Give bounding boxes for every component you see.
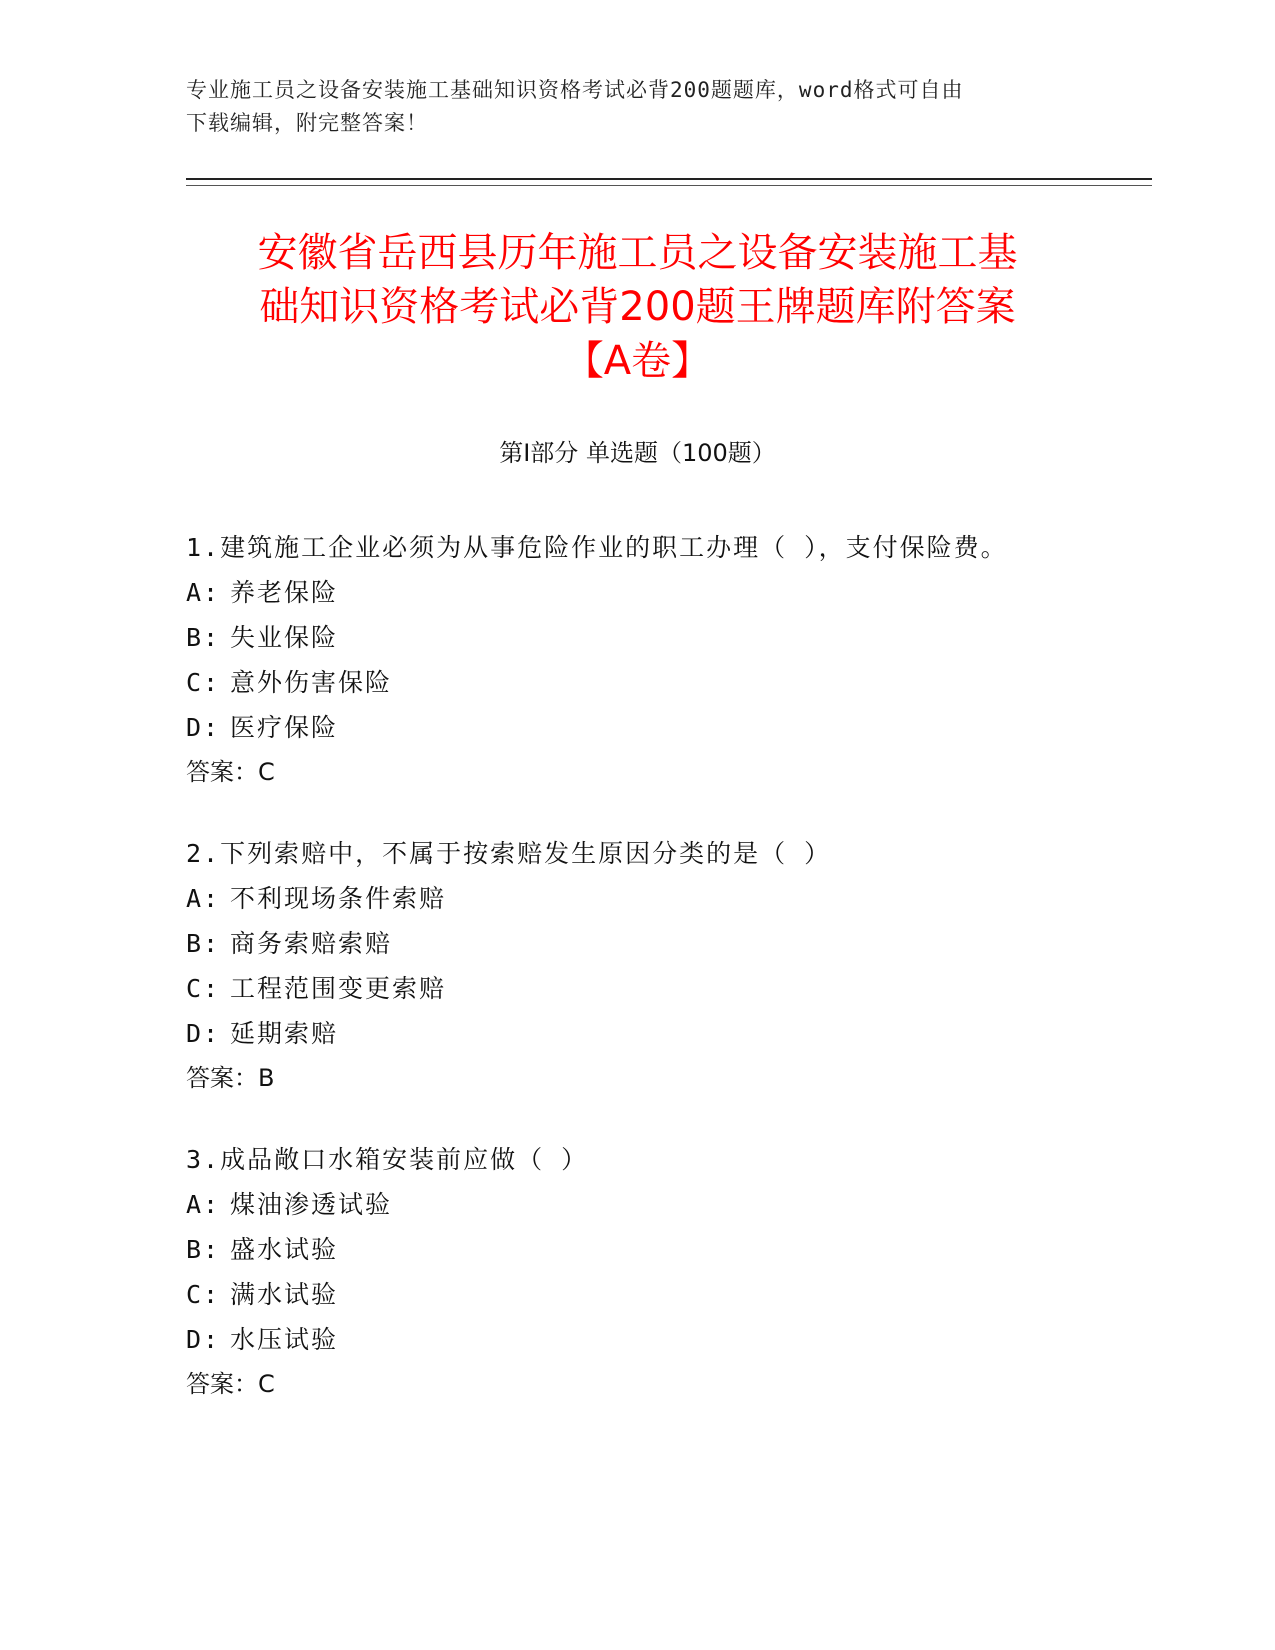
question-item (186, 1138, 1146, 1407)
option-text: 失业保险 (230, 623, 339, 652)
option-text: 延期索赔 (230, 1019, 339, 1048)
option-text: 煤油渗透试验 (230, 1190, 393, 1219)
question-stem: 3.成品敞口水箱安装前应做（ ） (186, 1145, 589, 1174)
option-key: C: (186, 1280, 221, 1309)
option-c (186, 1272, 1146, 1317)
option-c (186, 660, 1146, 705)
option-c (186, 966, 1146, 1011)
option-key: B: (186, 929, 221, 958)
option-text: 意外伤害保险 (230, 668, 393, 697)
option-text: 养老保险 (230, 578, 339, 607)
answer-value: B (258, 1064, 275, 1092)
header-divider-thick (186, 178, 1152, 180)
section-heading: 第Ⅰ部分 单选题（100题） (499, 439, 776, 467)
answer-label: 答案： (186, 758, 258, 786)
question-item (186, 832, 1146, 1101)
answer-line (186, 1362, 1146, 1407)
option-text: 商务索赔索赔 (230, 929, 393, 958)
option-d (186, 705, 1146, 750)
document-title (150, 226, 1125, 388)
option-key: D: (186, 1325, 221, 1354)
option-b (186, 615, 1146, 660)
option-key: B: (186, 1235, 221, 1264)
option-key: B: (186, 623, 221, 652)
document-title-line-1: 安徽省岳西县历年施工员之设备安装施工基 (257, 230, 1018, 276)
option-a (186, 570, 1146, 615)
option-key: C: (186, 974, 221, 1003)
header-divider-thin (186, 185, 1152, 186)
header-note-line-2: 下载编辑，附完整答案！ (186, 111, 428, 135)
option-b (186, 1227, 1146, 1272)
option-text: 水压试验 (230, 1325, 339, 1354)
option-a (186, 876, 1146, 921)
option-text: 工程范围变更索赔 (230, 974, 447, 1003)
option-text: 满水试验 (230, 1280, 339, 1309)
question-list (186, 526, 1146, 1444)
question-item (186, 526, 1146, 795)
option-text: 不利现场条件索赔 (230, 884, 447, 913)
question-stem: 2.下列索赔中，不属于按索赔发生原因分类的是（ ） (186, 839, 832, 868)
option-key: A: (186, 884, 221, 913)
option-text: 盛水试验 (230, 1235, 339, 1264)
option-d (186, 1317, 1146, 1362)
option-key: A: (186, 578, 221, 607)
header-note (186, 74, 1086, 140)
option-key: A: (186, 1190, 221, 1219)
answer-label: 答案： (186, 1370, 258, 1398)
document-title-line-3: 【A卷】 (563, 338, 712, 384)
answer-line (186, 1056, 1146, 1101)
option-b (186, 921, 1146, 966)
option-key: D: (186, 713, 221, 742)
document-title-line-2: 础知识资格考试必背200题王牌题库附答案 (259, 284, 1016, 330)
option-key: D: (186, 1019, 221, 1048)
answer-line (186, 750, 1146, 795)
answer-value: C (258, 1370, 275, 1398)
option-a (186, 1182, 1146, 1227)
option-d (186, 1011, 1146, 1056)
header-note-line-1: 专业施工员之设备安装施工基础知识资格考试必背200题题库，word格式可自由 (186, 78, 964, 102)
answer-label: 答案： (186, 1064, 258, 1092)
option-text: 医疗保险 (230, 713, 339, 742)
answer-value: C (258, 758, 275, 786)
option-key: C: (186, 668, 221, 697)
question-stem: 1.建筑施工企业必须为从事危险作业的职工办理（ ），支付保险费。 (186, 533, 1008, 562)
